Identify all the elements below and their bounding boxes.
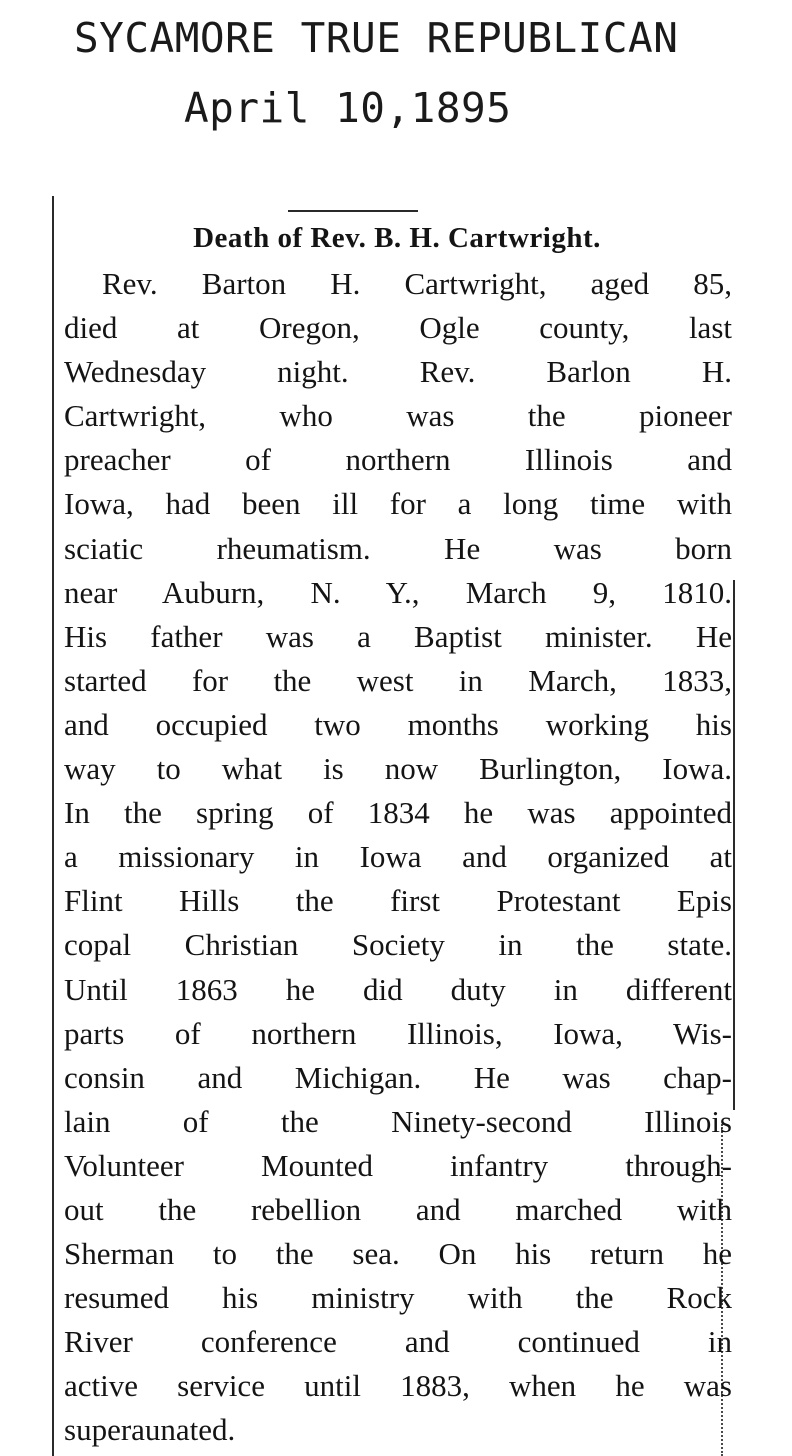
article-line: Wednesday night. Rev. Barlon H. [64, 354, 732, 390]
article-line: Flint Hills the first Protestant Epis [64, 883, 732, 919]
article-line: sciatic rheumatism. He was born [64, 530, 732, 566]
article-line: Cartwright, who was the pioneer [64, 398, 732, 434]
headline-divider [288, 210, 418, 212]
article-line: preacher of northern Illinois and [64, 442, 732, 478]
article-body [64, 262, 732, 1453]
article-line: Sherman to the sea. On his return he [64, 1236, 732, 1272]
article-line: lain of the Ninety-second Illinois [64, 1103, 732, 1139]
article-line: died at Oregon, Ogle county, last [64, 310, 732, 346]
article-line: consin and Michigan. He was chap- [64, 1059, 732, 1095]
article-line: Until 1863 he did duty in different [64, 971, 732, 1007]
article-line: Iowa, had been ill for a long time with [64, 486, 732, 522]
article-line: a missionary in Iowa and organized at [64, 839, 732, 875]
article-line: copal Christian Society in the state. [64, 927, 732, 963]
article-line: active service until 1883, when he was [64, 1368, 732, 1404]
article-line: River conference and continued in [64, 1324, 732, 1360]
column-rule [733, 580, 735, 1110]
publication-date: April 10,1895 [184, 84, 512, 132]
article-headline: Death of Rev. B. H. Cartwright. [193, 222, 601, 254]
column-rule [52, 196, 54, 1456]
article-line: out the rebellion and marched with [64, 1191, 732, 1227]
article-line: superaunated. [64, 1412, 236, 1448]
newspaper-name: SYCAMORE TRUE REPUBLICAN [74, 14, 679, 62]
article-clipping [52, 196, 742, 1456]
article-line: parts of northern Illinois, Iowa, Wis- [64, 1015, 732, 1051]
article-line: Rev. Barton H. Cartwright, aged 85, [102, 266, 732, 301]
article-line: In the spring of 1834 he was appointed [64, 795, 732, 831]
article-line: His father was a Baptist minister. He [64, 618, 732, 654]
article-line: way to what is now Burlington, Iowa. [64, 751, 732, 787]
article-line: Volunteer Mounted infantry through- [64, 1147, 732, 1183]
article-line: resumed his ministry with the Rock [64, 1280, 732, 1316]
article-line: and occupied two months working his [64, 706, 732, 742]
article-line: near Auburn, N. Y., March 9, 1810. [64, 574, 732, 610]
article-line: started for the west in March, 1833, [64, 662, 732, 698]
